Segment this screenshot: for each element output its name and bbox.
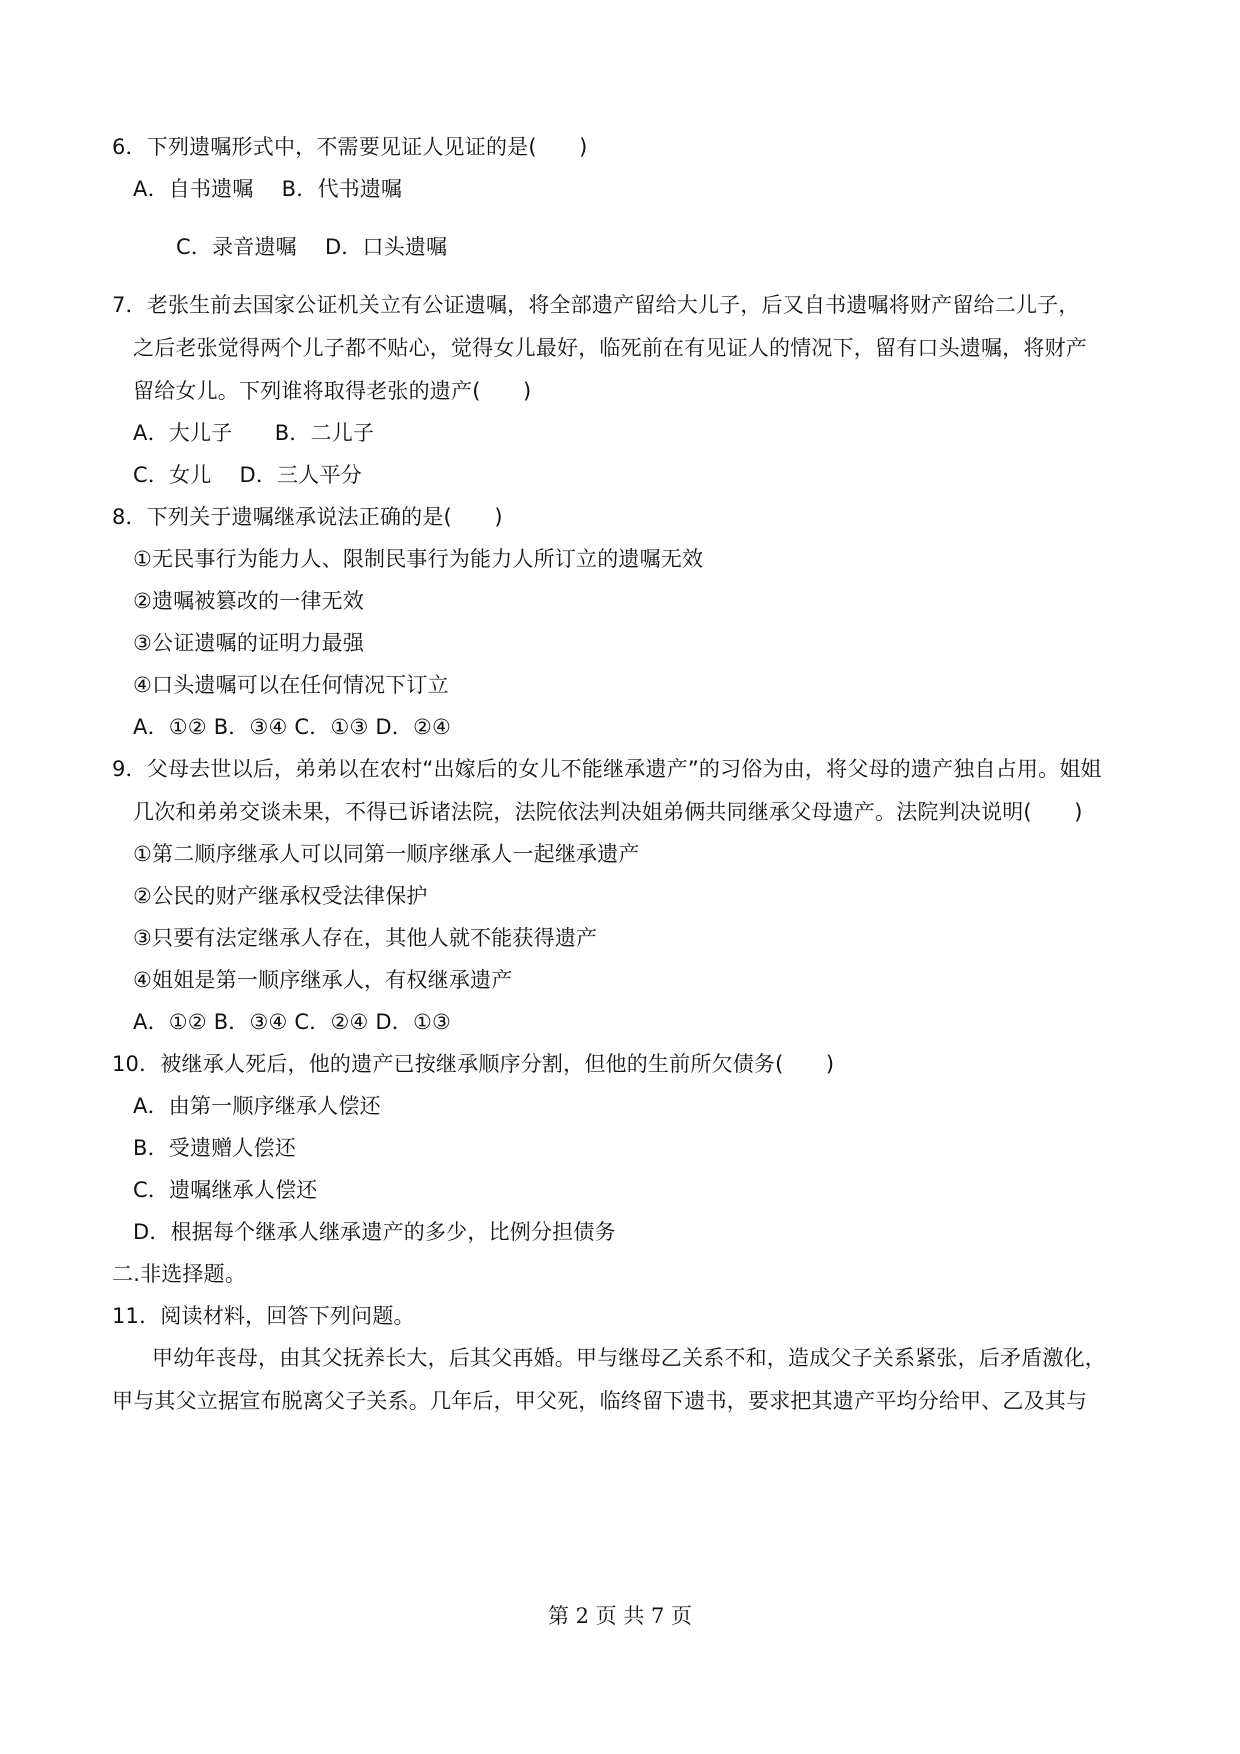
question-7-stem-line-3: 留给女儿。下列谁将取得老张的遗产( ) (133, 379, 532, 403)
question-11-paragraph-line-2: 甲与其父立据宣布脱离父子关系。几年后，甲父死，临终留下遗书，要求把其遗产平均分给甲、乙及其与 (112, 1389, 1088, 1413)
question-10-option-c: C．遗嘱继承人偿还 (133, 1178, 318, 1202)
question-8-options: A．①② B．③④ C．①③ D．②④ (133, 715, 452, 739)
page-footer-page-number: 第 2 页 共 7 页 (547, 1604, 693, 1628)
question-9-stem-line-2: 几次和弟弟交谈未果，不得已诉诸法院，法院依法判决姐弟俩共同继承父母遗产。法院判决说明( ) (133, 800, 1083, 824)
question-10-option-b: B．受遗赠人偿还 (133, 1136, 297, 1160)
question-11-paragraph-line-1: 甲幼年丧母，由其父抚养长大，后其父再婚。甲与继母乙关系不和，造成父子关系紧张，后矛盾激化， (152, 1346, 1106, 1370)
question-10-stem: 10．被继承人死后，他的遗产已按继承顺序分割，但他的生前所欠债务( ) (112, 1052, 835, 1076)
question-9-statement-2: ②公民的财产继承权受法律保护 (133, 884, 428, 908)
question-9-statement-1: ①第二顺序继承人可以同第一顺序继承人一起继承遗产 (133, 842, 640, 866)
question-8-statement-4: ④口头遗嘱可以在任何情况下订立 (133, 673, 449, 697)
question-6-options-cd: C．录音遗嘱 D．口头遗嘱 (176, 235, 448, 259)
question-10-option-a: A．由第一顺序继承人偿还 (133, 1094, 381, 1118)
question-6-stem: 6．下列遗嘱形式中，不需要见证人见证的是( ) (112, 135, 588, 159)
section-title-non-choice: 二.非选择题。 (112, 1262, 247, 1286)
question-7-options-ab: A．大儿子 B．二儿子 (133, 421, 375, 445)
question-8-statement-2: ②遗嘱被篡改的一律无效 (133, 589, 365, 613)
question-7-stem-line-2: 之后老张觉得两个儿子都不贴心，觉得女儿最好，临死前在有见证人的情况下，留有口头遗嘱，将财产 (133, 336, 1087, 360)
question-10-option-d: D．根据每个继承人继承遗产的多少，比例分担债务 (133, 1220, 616, 1244)
question-7-stem-line-1: 7．老张生前去国家公证机关立有公证遗嘱，将全部遗产留给大儿子，后又自书遗嘱将财产留给二儿子， (112, 293, 1080, 317)
question-9-options: A．①② B．③④ C．②④ D．①③ (133, 1010, 452, 1034)
question-6-options-ab: A．自书遗嘱 B．代书遗嘱 (133, 177, 403, 201)
question-8-statement-3: ③公证遗嘱的证明力最强 (133, 631, 365, 655)
question-11-stem: 11．阅读材料，回答下列问题。 (112, 1304, 415, 1328)
question-9-statement-4: ④姐姐是第一顺序继承人，有权继承遗产 (133, 968, 513, 992)
question-7-options-cd: C．女儿 D．三人平分 (133, 463, 362, 487)
question-8-stem: 8．下列关于遗嘱继承说法正确的是( ) (112, 505, 503, 529)
question-9-stem-line-1: 9．父母去世以后，弟弟以在农村“出嫁后的女儿不能继承遗产”的习俗为由，将父母的遗产独自占用。姐姐 (112, 757, 1102, 781)
question-9-statement-3: ③只要有法定继承人存在，其他人就不能获得遗产 (133, 926, 598, 950)
question-8-statement-1: ①无民事行为能力人、限制民事行为能力人所订立的遗嘱无效 (133, 547, 704, 571)
